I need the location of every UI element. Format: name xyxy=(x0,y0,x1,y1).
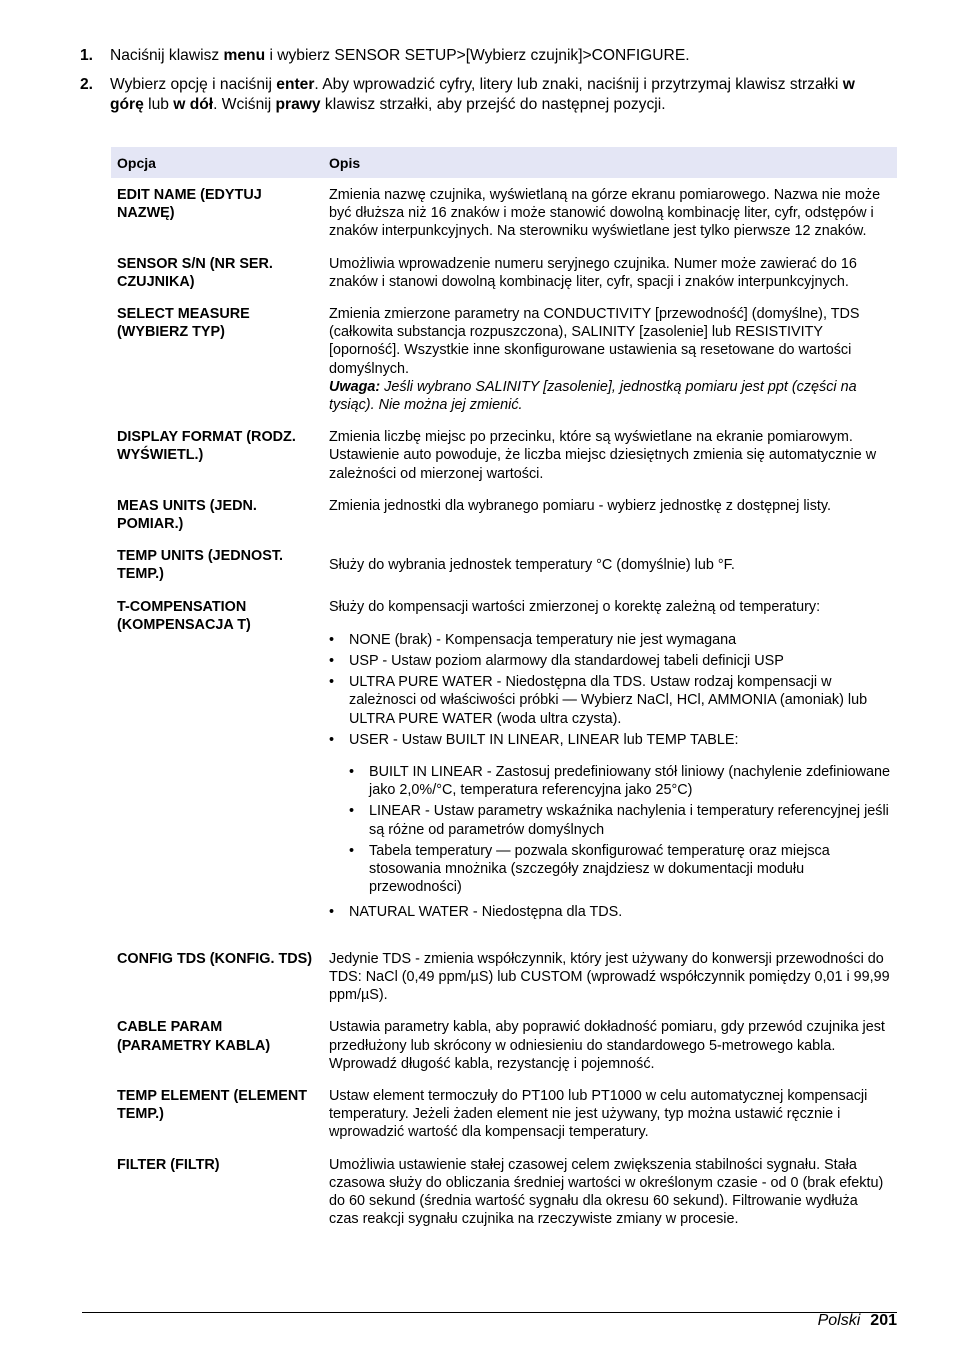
key-name: prawy xyxy=(275,96,321,113)
option-name: TEMP ELEMENT (ELEMENT TEMP.) xyxy=(117,1087,308,1123)
table-row xyxy=(111,598,897,938)
option-name: EDIT NAME (EDYTUJ NAZWĘ) xyxy=(117,187,262,222)
step-number: 2. xyxy=(80,75,94,93)
option-name: SELECT MEASURE (WYBIERZ TYP) xyxy=(117,306,250,341)
table-row xyxy=(111,305,897,428)
option-name: DISPLAY FORMAT (RODZ. WYŚWIETL.) xyxy=(117,429,296,464)
option-description: Zmienia zmierzone parametry na CONDUCTIVITY [przewodność] (domyślne), TDS (całkowita substancja rozpuszczona), SALINITY [zasolenie] lub RESISTIVITY [oporność]. Wszystkie inne skonfigurowane ustawienia są resetowane do wartości domyślnych. xyxy=(329,306,860,377)
key-name: enter xyxy=(276,75,315,93)
list-item: • ULTRA PURE WATER - Niedostępna dla TDS. Ustaw rodzaj kompensacji w zależnosci od właściwości próbki — Wybierz NaCl, HCl, AMMONIA (amoniak) lub ULTRA PURE WATER (woda ultra czysta). xyxy=(329,673,891,728)
step-text-segment: klawisz strzałki, aby przejść do następnej pozycji. xyxy=(320,96,666,113)
step-text-segment: i wybierz SENSOR SETUP>[Wybierz czujnik]>CONFIGURE. xyxy=(265,47,690,64)
table-row xyxy=(111,1087,897,1156)
table-row xyxy=(111,938,897,1019)
option-name: TEMP UNITS (JEDNOST. TEMP.) xyxy=(117,548,284,583)
page-number: 201 xyxy=(870,1312,897,1329)
option-name: SENSOR S/N (NR SER. CZUJNIKA) xyxy=(117,255,273,290)
step-text-segment: Naciśnij klawisz xyxy=(110,47,224,64)
sub-bullet-list xyxy=(349,763,891,896)
step-text-segment: lub xyxy=(143,96,174,113)
option-description: Umożliwia ustawienie stałej czasowej celem zwiększenia stabilności sygnału. Stała czasowa służy do obliczania średniej wartości w określonym czasie - od 0 (brak efektu) do 60 sekund (średnia wartość sygnału dla okresu 60 sekund). Filtrowanie wydłuża czas reakcji sygnału czujnika na rzeczywiste zmiany w procesie. xyxy=(329,1156,884,1228)
table-row xyxy=(111,178,897,255)
note-label: Uwaga: xyxy=(329,378,381,395)
list-item: • NONE (brak) - Kompensacja temperatury nie jest wymagana xyxy=(329,631,891,649)
option-description: Ustaw element termoczuły do PT100 lub PT1000 w celu automatycznej kompensacji temperatury. Jeżeli żaden element nie jest używany, typ można ustawić ręcznie i wprowadzić wartość dla kompensacji temperatury. xyxy=(329,1087,868,1141)
step-text xyxy=(110,76,855,114)
table-row xyxy=(111,428,897,497)
option-description-cell xyxy=(323,305,897,428)
step-1 xyxy=(80,46,880,67)
key-name: menu xyxy=(223,47,266,64)
option-description: Ustawia parametry kabla, aby poprawić dokładność pomiaru, gdy przewód czujnika jest przedłużony lub skrócony w odniesieniu do standardowego 5-metrowego kabla. Wprowadź długość kabla, rezystancję i pojemność. xyxy=(329,1019,885,1072)
note xyxy=(329,378,891,414)
sub-list-item: • Tabela temperatury — pozwala skonfigurować temperaturę oraz miejsca stosowania mnożnika (szczegóły znajdziesz w dokumentacji modułu przewodności) xyxy=(349,842,891,897)
option-description: Jedynie TDS - zmienia współczynnik, który jest używany do konwersji przewodności do TDS: NaCl (0,49 ppm/µS) lub CUSTOM (wprowadź współczynnik pomiędzy 0,01 i 99,99 ppm/µS). xyxy=(329,950,890,1004)
sub-list-item: • LINEAR - Ustaw parametry wskaźnika nachylenia i temperatury referencyjnej jeśli są różne od parametrów domyślnych xyxy=(349,802,891,838)
option-description: Zmienia jednostki dla wybranego pomiaru - wybierz jednostkę z dostępnej listy. xyxy=(329,497,832,514)
key-name: w dół xyxy=(173,96,214,113)
instruction-steps xyxy=(80,46,880,124)
options-table xyxy=(111,147,897,1242)
table-header-row xyxy=(111,147,897,178)
option-name: CONFIG TDS (KONFIG. TDS) xyxy=(117,950,313,967)
option-name: FILTER (FILTR) xyxy=(117,1156,220,1173)
page-footer xyxy=(818,1312,897,1330)
header-description: Opis xyxy=(323,147,897,178)
sub-list-item: • BUILT IN LINEAR - Zastosuj predefiniowany stół liniowy (nachylenie zdefiniowane jako 2,0%/°C, temperatura referencyjna jako 25°C) xyxy=(349,763,891,799)
step-text xyxy=(110,47,690,64)
step-text-segment: Wybierz opcję i naciśnij xyxy=(110,75,277,93)
footer-divider xyxy=(82,1312,897,1313)
table-row xyxy=(111,1156,897,1243)
step-text-segment: . Wciśnij xyxy=(213,96,276,113)
option-name: MEAS UNITS (JEDN. POMIAR.) xyxy=(117,497,257,533)
step-number: 1. xyxy=(80,47,94,64)
bullet-list xyxy=(329,631,891,921)
list-item xyxy=(329,731,891,897)
table-row xyxy=(111,547,897,597)
option-description: Zmienia nazwę czujnika, wyświetlaną na górze ekranu pomiarowego. Nazwa nie może być dłuższa niż 16 znaków i może stanowić dowolną kombinację liter, cyfr, odstępów i znaków interpunkcyjnych. Na sterowniku wyświetlane jest tylko pierwsze 12 znaków. xyxy=(329,187,881,240)
option-description-cell xyxy=(323,598,897,938)
option-description: Zmienia liczbę miejsc po przecinku, które są wyświetlane na ekranie pomiarowym. Ustawienie auto powoduje, że liczba miejsc dziesiętnych zmienia się automatycznie w zależności od mierzonej wartości. xyxy=(329,429,877,482)
list-item: • USP - Ustaw poziom alarmowy dla standardowej tabeli definicji USP xyxy=(329,652,891,670)
option-description: Służy do kompensacji wartości zmierzonej o korektę zależną od temperatury: xyxy=(329,598,821,615)
option-name: CABLE PARAM (PARAMETRY KABLA) xyxy=(117,1019,271,1054)
table-row xyxy=(111,497,897,547)
key-name: w górę xyxy=(110,75,855,113)
step-2 xyxy=(80,75,880,116)
step-text-segment: . Aby wprowadzić cyfry, litery lub znaki, naciśnij i przytrzymaj klawisz strzałki xyxy=(314,75,843,93)
note-text: Jeśli wybrano SALINITY [zasolenie], jednostką pomiaru jest ppt (części na tysiąc). Nie można jej zmienić. xyxy=(329,378,857,414)
option-name: T-COMPENSATION (KOMPENSACJA T) xyxy=(117,598,251,633)
list-item: • NATURAL WATER - Niedostępna dla TDS. xyxy=(329,903,891,921)
footer-language: Polski xyxy=(817,1312,861,1329)
table-row xyxy=(111,1018,897,1087)
list-item-text: USER - Ustaw BUILT IN LINEAR, LINEAR lub TEMP TABLE: xyxy=(349,731,739,748)
table-row xyxy=(111,255,897,305)
option-description: Umożliwia wprowadzenie numeru seryjnego czujnika. Numer może zawierać do 16 znaków i stanowi dowolną kombinację liter, cyfr, spacji i znaków interpunkcyjnych. xyxy=(329,255,857,290)
option-description: Służy do wybrania jednostek temperatury °C (domyślnie) lub °F. xyxy=(329,557,735,574)
header-option: Opcja xyxy=(111,147,323,178)
